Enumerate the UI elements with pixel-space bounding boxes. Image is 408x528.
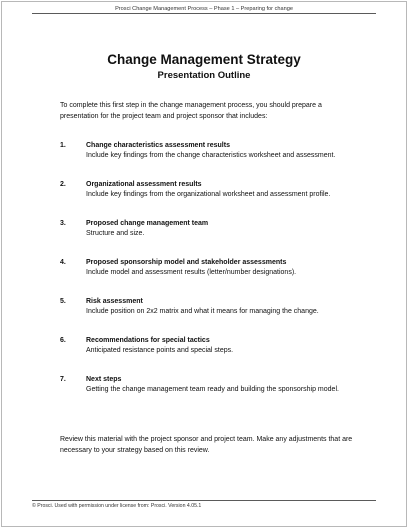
document-page — [1, 1, 407, 527]
item-number: 3. — [60, 220, 66, 227]
item-title: Change characteristics assessment results — [86, 142, 230, 149]
item-title: Recommendations for special tactics — [86, 337, 210, 344]
item-title: Proposed sponsorship model and stakeholder assessments — [86, 259, 287, 266]
item-title: Risk assessment — [86, 298, 143, 305]
item-description: Anticipated resistance points and special steps. — [86, 347, 234, 354]
outline-item — [60, 297, 360, 336]
outline-item — [60, 141, 360, 180]
item-description: Include model and assessment results (letter/number designations). — [86, 269, 297, 276]
outline-item — [60, 180, 360, 219]
item-description: Getting the change management team ready and building the sponsorship model. — [86, 386, 339, 393]
outline-item — [60, 219, 360, 258]
item-number: 6. — [60, 337, 66, 344]
item-number: 4. — [60, 259, 66, 266]
item-title: Next steps — [86, 376, 122, 383]
running-header: Prosci Change Management Process – Phase 1 – Preparing for change — [32, 6, 376, 14]
closing-paragraph: Review this material with the project sponsor and project team. Make any adjustments that are necessary to your strategy based on this review. — [60, 436, 353, 454]
document-subtitle: Presentation Outline — [157, 70, 251, 81]
outline-item — [60, 375, 360, 414]
item-title: Organizational assessment results — [86, 181, 202, 188]
outline-item — [60, 336, 360, 375]
footer-divider — [32, 500, 376, 501]
item-description: Include key findings from the change characteristics worksheet and assessment. — [86, 152, 336, 159]
footer-text: © Prosci. Used with permission under license from: Prosci. Version 4.05.1 — [32, 503, 202, 509]
outline-item — [60, 258, 360, 297]
item-description: Include position on 2x2 matrix and what it means for managing the change. — [86, 308, 319, 315]
item-description: Include key findings from the organizational worksheet and assessment profile. — [86, 191, 331, 198]
item-number: 2. — [60, 181, 66, 188]
item-title: Proposed change management team — [86, 220, 209, 227]
intro-paragraph: To complete this first step in the change management process, you should prepare a presentation for the project team and project sponsor that includes: — [60, 102, 322, 120]
document-title: Change Management Strategy — [107, 52, 301, 67]
item-description: Structure and size. — [86, 230, 145, 237]
item-number: 1. — [60, 142, 66, 149]
outline-list — [60, 141, 360, 414]
item-number: 5. — [60, 298, 66, 305]
item-number: 7. — [60, 376, 66, 383]
